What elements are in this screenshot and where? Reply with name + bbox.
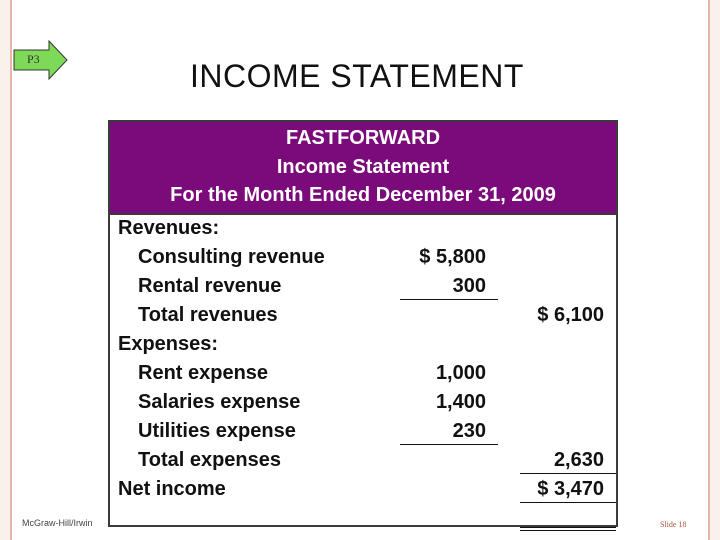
total-amount: 2,630 [553,448,604,471]
row-label: Revenues: [118,216,220,239]
row-label: Rent expense [138,361,269,384]
row-label: Total revenues [138,303,278,326]
statement-row [110,389,616,418]
statement-row [110,273,616,302]
detail-amount: $ 5,800 [419,245,486,268]
row-label: Total expenses [138,448,282,471]
row-label: Salaries expense [138,390,301,413]
right-border-band [710,0,720,540]
detail-amount: 300 [452,274,486,297]
statement-row [110,360,616,389]
row-label: Rental revenue [138,274,282,297]
statement-row [110,215,616,244]
statement-row [110,476,616,505]
left-border-band [0,0,10,540]
statement-row [110,331,616,360]
publisher-label: McGraw-Hill/Irwin [22,518,93,528]
detail-amount: 1,000 [435,361,486,384]
total-amount: $ 6,100 [537,303,604,326]
right-border-line [708,0,710,540]
income-statement-table [108,120,618,527]
statement-row [110,447,616,476]
company-name: FASTFORWARD [285,127,441,149]
slide-number: Slide 18 [660,520,687,529]
row-label: Net income [118,477,226,500]
statement-rows [110,215,616,505]
detail-amount: 230 [452,419,486,442]
statement-row [110,302,616,331]
page-title: INCOME STATEMENT [190,58,524,94]
badge-label: P3 [27,52,40,66]
left-border-line [10,0,12,540]
row-label: Utilities expense [138,419,296,442]
statement-period: For the Month Ended December 31, 2009 [170,184,556,206]
detail-amount: 1,400 [435,390,486,413]
net-income-double-rule-1 [520,527,616,528]
statement-name: Income Statement [276,155,450,178]
learning-objective-badge [13,40,69,80]
arrow-icon [13,40,69,80]
statement-row [110,418,616,447]
statement-row [110,244,616,273]
row-label: Expenses: [118,332,219,355]
statement-header [110,122,616,215]
total-amount: $ 3,470 [537,477,604,500]
net-income-double-rule-2 [520,530,616,531]
row-label: Consulting revenue [138,245,325,268]
